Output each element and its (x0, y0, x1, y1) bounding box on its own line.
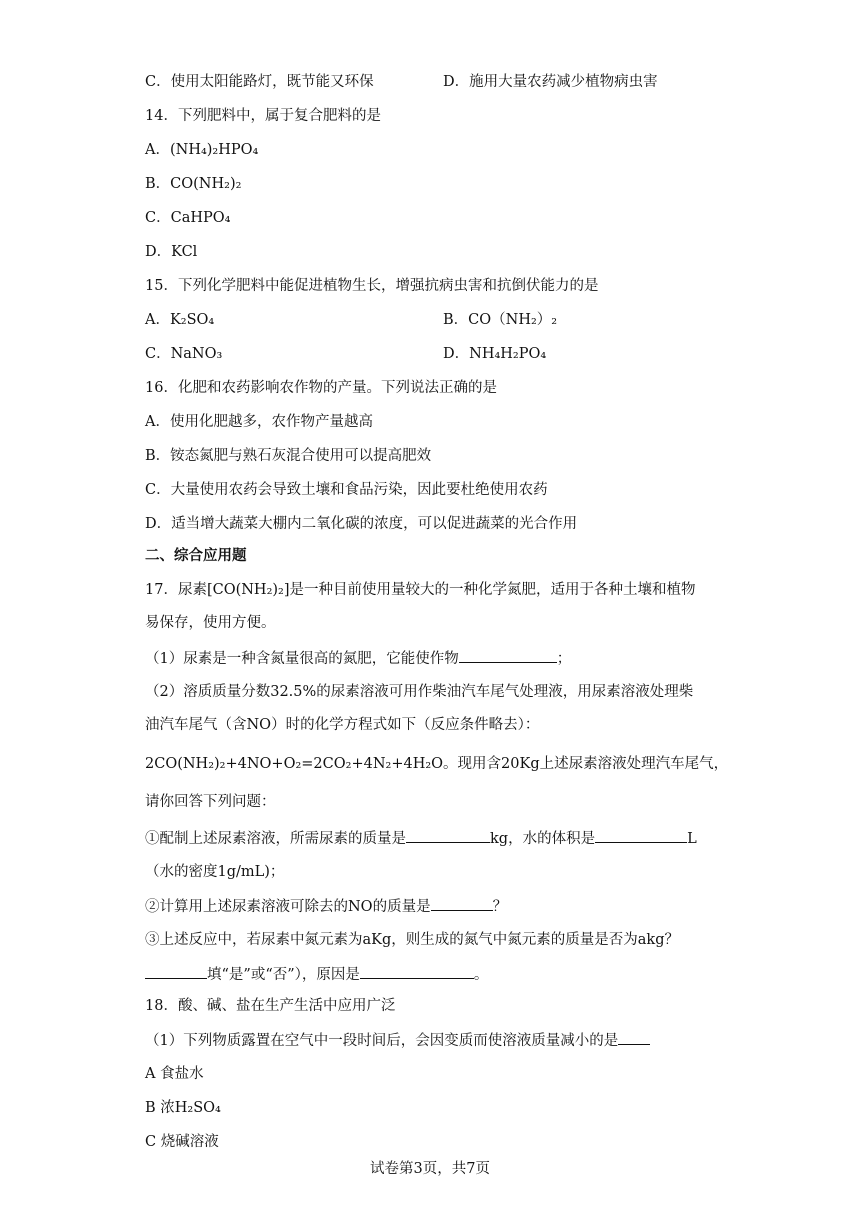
q15-stem: 15．下列化学肥料中能促进植物生长，增强抗病虫害和抗倒伏能力的是 (145, 278, 599, 294)
q18-part1-text: （1）下列物质露置在空气中一段时间后，会因变质而使溶液质量减小的是 (145, 1033, 619, 1049)
q16-option-a: A．使用化肥越多，农作物产量越高 (145, 414, 373, 430)
answer-blank[interactable] (618, 1030, 650, 1045)
q14-option-c: C．CaHPO₄ (145, 210, 231, 226)
q16-option-c: C．大量使用农药会导致土壤和食品污染，因此要杜绝使用农药 (145, 482, 548, 498)
q17-sub1-text-a: ①配制上述尿素溶液，所需尿素的质量是 (145, 831, 406, 847)
chemical-equation: 2CO(NH₂)₂+4NO+O₂=2CO₂+4N₂+4H₂O (145, 756, 444, 772)
q17-sub1-text-c: L (687, 831, 697, 847)
answer-blank[interactable] (145, 964, 207, 979)
q14-option-a: A．(NH₄)₂HPO₄ (145, 142, 259, 158)
answer-blank[interactable] (431, 896, 493, 911)
answer-blank[interactable] (360, 964, 474, 979)
q18-option-b: B 浓H₂SO₄ (145, 1100, 221, 1116)
q17-part1-text: （1）尿素是一种含氮量很高的氮肥，它能使作物 (145, 651, 459, 667)
section-heading: 二、综合应用题 (145, 547, 247, 564)
q17-sub2 (145, 896, 507, 917)
q18-part1 (145, 1030, 650, 1051)
q18-option-c: C 烧碱溶液 (145, 1134, 219, 1150)
q18-option-a: A 食盐水 (145, 1066, 204, 1082)
q17-stem-line1: 17．尿素[CO(NH₂)₂]是一种目前使用量较大的一种化学氮肥，适用于各种土壤和植物 (145, 582, 696, 598)
q17-prompt: 请你回答下列问题： (145, 794, 276, 810)
answer-blank[interactable] (595, 828, 687, 843)
q17-part1 (145, 648, 571, 669)
page-footer: 试卷第3页，共7页 (370, 1161, 490, 1177)
q17-sub3-end: 。 (473, 967, 489, 983)
q15-option-b: B．CO（NH₂）₂ (443, 312, 558, 328)
q17-part2-line2: 油汽车尾气（含NO）时的化学方程式如下（反应条件略去）： (145, 717, 540, 733)
q14-option-d: D．KCl (145, 244, 198, 260)
q17-sub1 (145, 828, 697, 849)
q17-sub3: ③上述反应中，若尿素中氮元素为aKg，则生成的氮气中氮元素的质量是否为akg？ (145, 932, 679, 948)
q16-option-b: B．铵态氮肥与熟石灰混合使用可以提高肥效 (145, 448, 432, 464)
equation-tail: 。现用含20Kg上述尿素溶液处理汽车尾气， (443, 756, 729, 772)
q13-option-c: C．使用太阳能路灯，既节能又环保 (145, 74, 374, 90)
q17-sub2-text: ②计算用上述尿素溶液可除去的NO的质量是 (145, 899, 431, 915)
answer-blank[interactable] (459, 648, 557, 663)
q15-option-c: C．NaNO₃ (145, 346, 223, 362)
q17-part1-end: ； (556, 651, 572, 667)
q14-stem: 14．下列肥料中，属于复合肥料的是 (145, 108, 381, 124)
q17-sub2-end: ？ (492, 899, 508, 915)
q13-option-d: D．施用大量农药减少植物病虫害 (443, 74, 658, 90)
q17-part2-line1: （2）溶质质量分数32.5%的尿素溶液可用作柴油汽车尾气处理液，用尿素溶液处理柴 (145, 684, 694, 700)
q14-option-b: B．CO(NH₂)₂ (145, 176, 242, 192)
q17-sub1-density: （水的密度1g/mL)； (145, 864, 285, 880)
q18-stem: 18．酸、碱、盐在生产生活中应用广泛 (145, 998, 396, 1014)
q17-sub3-answer (145, 964, 488, 985)
q17-stem-line2: 易保存，使用方便。 (145, 615, 276, 631)
q16-option-d: D．适当增大蔬菜大棚内二氧化碳的浓度，可以促进蔬菜的光合作用 (145, 516, 578, 532)
q15-option-d: D．NH₄H₂PO₄ (443, 346, 547, 362)
q17-equation-line (145, 754, 728, 774)
q16-stem: 16．化肥和农药影响农作物的产量。下列说法正确的是 (145, 380, 497, 396)
q17-sub3-text: 填“是”或“否”），原因是 (207, 967, 360, 983)
q17-sub1-text-b: kg，水的体积是 (490, 831, 596, 847)
q15-option-a: A．K₂SO₄ (145, 312, 215, 328)
answer-blank[interactable] (406, 828, 490, 843)
